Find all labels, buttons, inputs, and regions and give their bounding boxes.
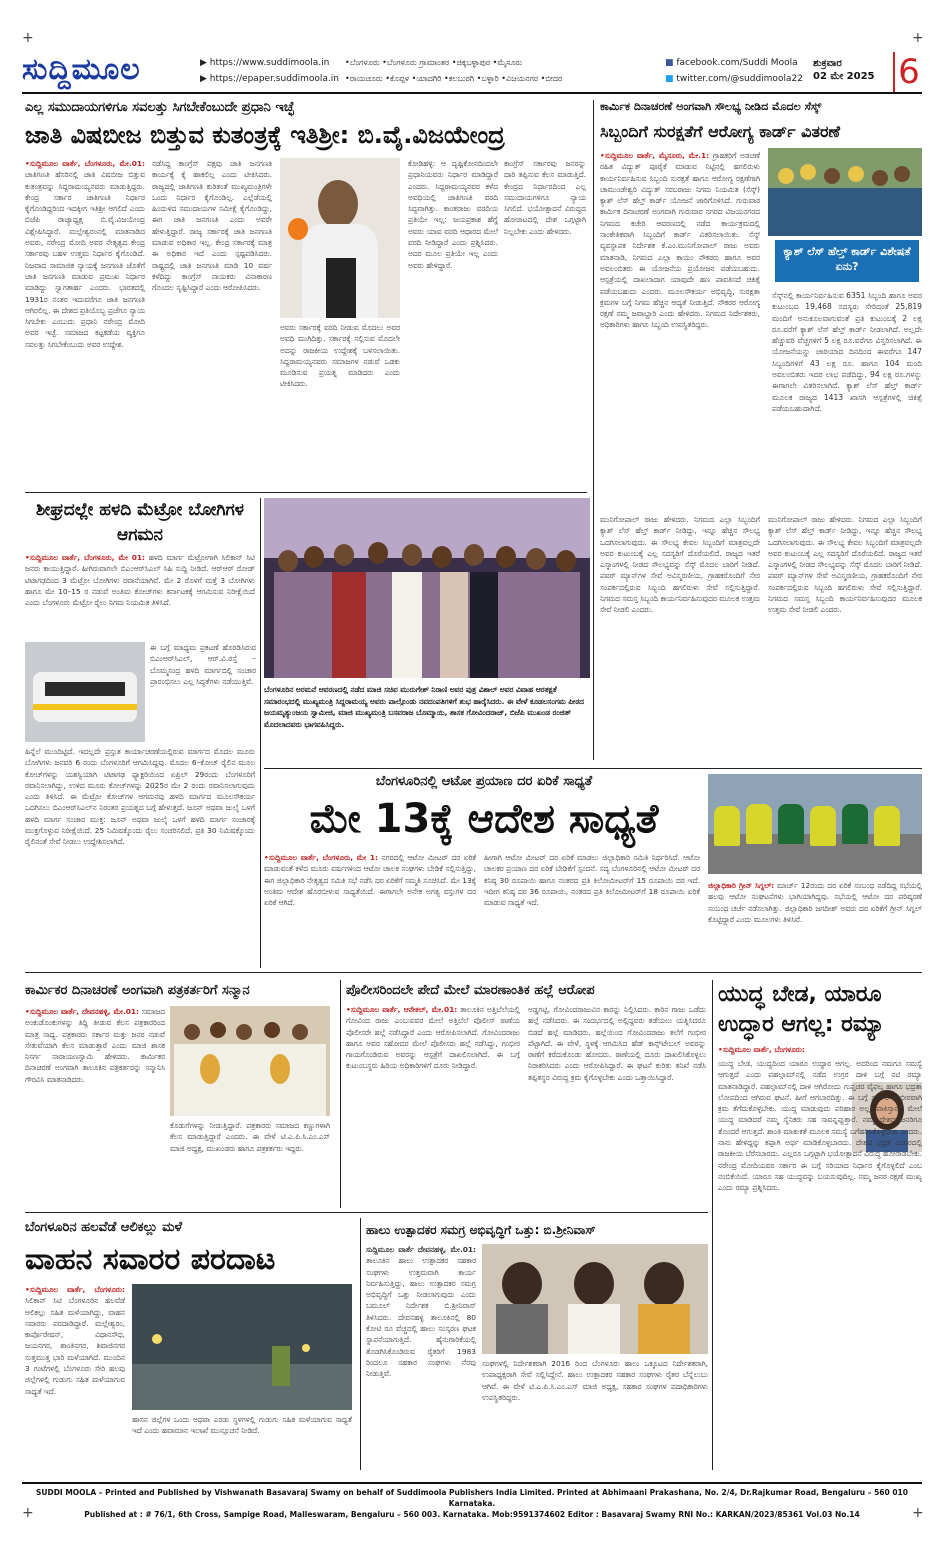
facebook-handle: facebook.com/Suddi Moola (676, 58, 798, 68)
story4-headline: ಮೇ 13ಕ್ಕೆ ಆದೇಶ ಸಾಧ್ಯತೆ (309, 796, 659, 842)
twitter-handle: twitter.com/@suddimoola22 (676, 74, 803, 84)
story2-body-col1 (600, 150, 760, 510)
vijayendra-photo (280, 158, 400, 318)
reception-caption: ಬೆಂಗಳೂರಿನ ಅರಮನೆ ಆವರಣದಲ್ಲಿ ನಡೆದ ಮಾಜಿ ಸಚಿವ ಮುರುಗೇಶ್ ನಿರಾಣಿ ಅವರ ಪುತ್ರ ವಿಶಾಲ್ ಅವರ ವಿವಾಹ ಆರತಕ್ಷತೆ ಸಮಾರಂಭದಲ್ಲಿ ಮುಖ್ಯಮಂತ್ರಿ ಸಿದ್ದರಾಮಯ್ಯ ಅವರು ಪಾಲ್ಗೊಂಡು ನವದಂಪತಿಗಳಿಗೆ ಶುಭ ಹಾರೈಸಿದರು. ಈ ವೇಳೆ ಕೂಡಲಸಂಗಮ ಪೀಠದ ಜಯಮೃತ್ಯುಂಜಯ ಸ್ವಾಮೀಜಿ, ಮಾಜಿ ಮುಖ್ಯಮಂತ್ರಿ ಬಸವರಾಜ ಬೊಮ್ಮಾಯಿ, ಶಾಸಕ ಗೋವಿಂದರಾಜ್, ಬಿಜೆಪಿ ಮುಖಂಡ ರಂಜಿತ್ ಮೊದಲಾದವರು ಭಾಗವಹಿಸಿದ್ದರು. (264, 685, 584, 729)
story2-kicker: ಕಾರ್ಮಿಕ ದಿನಾಚರಣೆ ಅಂಗವಾಗಿ ಸೌಲಭ್ಯ ನೀಡಿದ ಮೊದಲ ಸೆಸ್ಕ್ (600, 100, 822, 113)
column-divider (593, 100, 594, 760)
health-card-photo (768, 148, 922, 236)
globe-icon: ▶ (200, 58, 210, 68)
column-divider (360, 1218, 361, 1470)
registration-mark: + (912, 30, 924, 46)
imprint-footer (22, 1482, 922, 1520)
story3-body-col3: ಹಿನ್ನೆಲೆ ಮುಂದಿಟ್ಟಿದೆ. ಇದಲ್ಲದೇ ಪ್ರಸ್ತುತ ಕಾರ್ಯಾಚರಣೆಯಲ್ಲಿರುವ ಮಾರ್ಗದ ಮೊದಲ ಮೂರು ಬೋಗಿಗಳು ಜನವರಿ 6 ರಂದು ಬೆಂಗಳೂರಿಗೆ ಆಗಮಿಸಿದ್ದವು. ಮೊದಲ 6–ಕೋಚ್ ರೈಲಿನ ಮೂಲ ಕೋಚ್‌ಗಳನ್ನು ಯಶಸ್ವಿಯಾಗಿ ಟಿಟಾಗಢ ಫ್ಯಾಕ್ಟರಿಯಿಂದ ಏಪ್ರಿಲ್ 29ರಂದು ಬೆಂಗಳೂರಿಗೆ ರವಾನಿಸಲಾಗಿದ್ದು, ಉಳಿದ ಮೂರು ಕೋಚ್‌ಗಳನ್ನು 2025ರ ಮೇ 2 ರಂದು ರವಾನಿಸಲಾಗುವುದು ಎಂದು ತಿಳಿಸಿದೆ. ಈ ಮೆಟ್ರೋ ಕೋಚ್‌ಗಳ ಆಗಮನವು ಹಳದಿ ಮಾರ್ಗದ ಮೂಲಸೌಕರ್ಯ ಒದಗಿಸಲು ಬಿಎಂಆರ್‌ಸಿಎಲ್‌ನ ನಿರಂತರ ಪ್ರಯತ್ನದ ಬಗ್ಗೆ ಹೇಳುತ್ತದೆ. ಜೂನ್ ಅಥವಾ ಜುಲೈ ಒಳಗೆ ಹಳದಿ ಮಾರ್ಗ ಸಂಚಾರ ಮುಕ್ತ: ಜೂನ್ ಅಥವಾ ಜುಲೈ ಒಳಗೆ ಹಳದಿ ಮಾರ್ಗ ಸಂಚಾರಕ್ಕೆ ಮುಕ್ತಗೊಳ್ಳುವ ನಿರೀಕ್ಷೆಯಿದೆ. 25 ನಿಮಿಷಕ್ಕೊಂದು ರೈಲು ಸಂಚರಿಸಲಿದೆ. ಪ್ರತಿ 30 ನಿಮಿಷಕ್ಕೊಂದು ರೈಲಿನಂತೆ ಸೇವೆ ನೀಡಲು ಉದ್ದೇಶಿಸಲಾಗಿದೆ. (25, 747, 255, 847)
story3-body-col2: ಈ ಬಗ್ಗೆ ಮಾಧ್ಯಮ ಪ್ರಕಟಣೆ ಹೊರಡಿಸಿರುವ ಬಿಎಂಆರ್‌ಸಿಎಲ್, ಆರ್.ವಿ.ರಸ್ತೆ – ಬೊಮ್ಮಸಂದ್ರ ಹಳದಿ ಮಾರ್ಗದಲ್ಲಿ ಸಂಚಾರ ಪ್ರಾರಂಭಿಸಲು ಎಲ್ಲ ಸಿದ್ಧತೆಗಳು ನಡೆಯುತ್ತಿವೆ. (150, 643, 256, 686)
story6-body-col2: ಅಡ್ಡಗಟ್ಟಿ, ಗೋವಿಂದರಾಜುವಿನ ಕಾರನ್ನು ನಿಲ್ಲಿಸಿದರು. ಕಾರಿನ ಗಾಜು ಒಡೆದು ಹಲ್ಲೆ ನಡೆಸಿದರು. ಈ ಸಂದರ್ಭದಲ್ಲಿ ಅಲ್ಲಿದ್ದವರು ತಡೆಯಲು ಯತ್ನಿಸಿದರೂ ಬಿಡದೆ ಹಲ್ಲೆ ಮಾಡಿದರು. ಹಲ್ಲೆಯಿಂದ ಗೋವಿಂದರಾಜು ತಲೆಗೆ ಗಂಭೀರ ಪೆಟ್ಟಾಗಿದೆ. ಈ ವೇಳೆ, ಸ್ಥಳಕ್ಕೆ ಆಗಮಿಸಿದ ಹೆಡ್ ಕಾನ್ಸ್‌ಟೇಬಲ್ ಅವರನ್ನು ಠಾಣೆಗೆ ಕರೆದುಕೊಂಡು ಹೋದರು. ಠಾಣೆಯಲ್ಲಿ ದೂರು ದಾಖಲಿಸಿಕೊಳ್ಳಲು ನಿರಾಕರಿಸಿದರು ಎಂದು ಆರೋಪಿಸಿದ್ದಾರೆ. ಈ ಘಟನೆ ಕುರಿತು ತನಿಖೆ ನಡೆಸಿ ತಪ್ಪಿತಸ್ಥರ ವಿರುದ್ಧ ಕ್ರಮ ಕೈಗೊಳ್ಳಬೇಕು ಎಂದು ಒತ್ತಾಯಿಸಿದ್ದಾರೆ. (528, 1005, 706, 1082)
story2-headline: ಸಿಬ್ಬಂದಿಗೆ ಸುರಕ್ಷತೆಗೆ ಆರೋಗ್ಯ ಕಾರ್ಡ್ ವಿತರಣೆ (600, 122, 841, 141)
story8-headline: ವಾಹನ ಸವಾರರ ಪರದಾಟ (25, 1242, 276, 1277)
story1-body-col2: ನಡೆಸಿದ್ದ ಕಾಂಗ್ರೆಸ್ ಪಕ್ಷವು ಜಾತಿ ಜನಗಣತಿ ಕಾರ್ಯಕ್ಕೆ ಕೈ ಹಾಕಲಿಲ್ಲ ಎಂದು ಟೀಕಿಸಿದರು. ರಾಜ್ಯದಲ್ಲಿ ಜಾತಿಗಣತಿ ಕುರಿತಂತೆ ಮುಖ್ಯಮಂತ್ರಿಗಳೇ ಒಂದು ನಿರ್ಧಾರ ಕೈಗೊಂಡಿಲ್ಲ. ಎಲ್ಲೆಡೆಯಲ್ಲಿ ಹಿಂದುಳಿದ ಸಮುದಾಯಗಳ ಸಮೀಕ್ಷೆ ಕೈಗೊಂಡಿದ್ದು, ಈಗ ಜಾತಿ ಜನಗಣತಿ ಎಂದು ಅವರೇ ಹೇಳುತ್ತಿದ್ದಾರೆ. ರಾಜ್ಯ ಸರ್ಕಾರಕ್ಕೆ ಜಾತಿ ಜನಗಣತಿ ಮಾಡುವ ಅಧಿಕಾರ ಇಲ್ಲ. ಕೇಂದ್ರ ಸರ್ಕಾರಕ್ಕೆ ಮಾತ್ರ ಈ ಅಧಿಕಾರ ಇದೆ ಎಂದು ಸ್ಪಷ್ಟಪಡಿಸಿದರು. ರಾಷ್ಟ್ರದಲ್ಲಿ ಜಾತಿ ಜನಗಣತಿ ಮಾಡಿ 10 ವರ್ಷ ಕಳೆದಿದ್ದು ಕಾಂಗ್ರೆಸ್ ನಾಯಕರು ವಿನಾಕಾರಣ ಗೊಂದಲ ಸೃಷ್ಟಿಸಿದ್ದಾರೆ ಎಂದು ಆರೋಪಿಸಿದರು. (152, 159, 272, 293)
story8-body (25, 1284, 125, 1470)
story8-kicker: ಬೆಂಗಳೂರಿನ ಹಲವೆಡೆ ಆಲಿಕಲ್ಲು ಮಳೆ (25, 1220, 183, 1235)
divider (25, 492, 587, 493)
website-link[interactable] (200, 58, 329, 68)
page-number: 6 (893, 52, 923, 92)
metro-coach-photo (25, 642, 145, 742)
story6-headline: ಪೊಲೀಸರಿಂದಲೇ ಪೇದೆ ಮೇಲೆ ಮಾರಣಾಂತಿಕ ಹಲ್ಲೆ ಆರೋಪ (346, 983, 595, 998)
story9-byline: ಸುದ್ದಿಮೂಲ ವಾರ್ತೆ ದೇವನಹಳ್ಳಿ, ಮೇ.01: (366, 1245, 476, 1254)
caption-kicker: ಜಿಲ್ಲಾಧಿಕಾರಿ ಗ್ರೀನ್ ಸಿಗ್ನಲ್: (708, 881, 775, 890)
story4-body-col2: ಹೀಗಾಗಿ ಆಟೋ ಮೀಟರ್ ದರ ಏರಿಕೆ ಮಾಡಲು ಜಿಲ್ಲಾಧಿಕಾರಿ ಸಮಿತಿ ನಿರ್ಧರಿಸಿದೆ. ಆಟೋ ಚಾಲಕರ ಪ್ರಯಾಣ ದರ ಏರಿಕೆ ಬೇಡಿಕೆಗೆ ಸ್ಪಂದನೆ. ಸದ್ಯ ಬೆಂಗಳೂರಿನಲ್ಲಿ ಆಟೋ ಮೀಟರ್ ದರ ಕನಿಷ್ಠ 30 ರೂಪಾಯಿ ಹಾಗೂ ನಂತರದ ಪ್ರತಿ ಕಿಲೋಮೀಟರ್‌ಗೆ 15 ರೂಪಾಯಿ ದರ ಇದೆ. ಇದೀಗ ಕನಿಷ್ಠ ದರ 36 ರೂಪಾಯಿ, ನಂತರದ ಪ್ರತಿ ಕಿಲೋಮೀಟರ್‌ಗೆ 18 ರೂಪಾಯಿ ಏರಿಕೆ ಮಾಡುವ ಸಾಧ್ಯತೆ ಇದೆ. (484, 853, 700, 908)
story2-text: ಗ್ರಾಹಕರಿಗೆ ಅಡಚಣೆ ರಹಿತ ವಿದ್ಯುತ್ ಪೂರೈಕೆ ಮಾಡುವ ನಿಟ್ಟಿನಲ್ಲಿ ಹಗಲಿರುಳು ಕಾರ್ಯನಿರ್ವಹಿಸುವ ಸಿಬ್ಬಂದಿ ಸುರಕ್ಷತೆ ಹಾಗೂ ಆರೋಗ್ಯ ರಕ್ಷಣೆಗಾಗಿ ಚಾಮುಂಡೇಶ್ವರಿ ವಿದ್ಯುತ್ ಸರಬರಾಜು ನಿಗಮ ನಿಯಮಿತ (ಸೆಸ್ಕ್) ಕ್ಯಾಶ್ ಲೆಸ್ ಹೆಲ್ತ್ ಕಾರ್ಡ್ ಯೋಜನೆ ಜಾರಿಗೊಳಿಸಿದೆ. ಗುರುವಾರ ಕಾರ್ಮಿಕ ದಿನಾಚರಣೆ ಅಂಗವಾಗಿ ಗುರುವಾರ ನಗರದ ವಿಜಯನಗರದ ನಿಗಮದ ಕಚೇರಿ ಆವರಣದಲ್ಲಿ ನಡೆದ ಕಾರ್ಯಕ್ರಮದಲ್ಲಿ ಸಾಂಕೇತಿಕವಾಗಿ ಸಿಬ್ಬಂದಿಗೆ ಕಾರ್ಡ್ ವಿತರಿಸಲಾಯಿತು. (600, 151, 760, 240)
story1-headline: ಜಾತಿ ವಿಷಬೀಜ ಬಿತ್ತುವ ಕುತಂತ್ರಕ್ಕೆ ಇತಿಶ್ರೀ: ಬಿ.ವೈ.ವಿಜಯೇಂದ್ರ (25, 121, 505, 149)
story9-text: ತಾಲೂಕಿನ ಹಾಲು ಉತ್ಪಾದಕರ ಸಹಕಾರ ಸಂಘಗಳು ಉತ್ತಮವಾಗಿ ಕಾರ್ಯ ನಿರ್ವಹಿಸುತ್ತಿದ್ದು, ಹಾಲು ಉತ್ಪಾದಕರ ಸಮಗ್ರ ಅಭಿವೃದ್ಧಿಗೆ ಒತ್ತು ನೀಡಲಾಗುವುದು ಎಂದು ಬಮೂಲ್ ನಿರ್ದೇಶಕ ಬಿ.ಶ್ರೀನಿವಾಸ್ ತಿಳಿಸಿದರು. ದೇವನಹಳ್ಳಿ ತಾಲೂಕಿನಲ್ಲಿ 80 ಕೋಟಿ ರೂ ವೆಚ್ಚದಲ್ಲಿ ಹಾಲು ಸಂಸ್ಕರಣ ಘಟಕ ಸ್ಥಾಪನೆಯಾಗುತ್ತಿದೆ. ಹೈನುಗಾರಿಕೆಯಲ್ಲಿ ತೊಡಗಿಸಿಕೊಂಡಿರುವ ರೈತರಿಗೆ 1983 ರಿಂದಲೂ ಸಹಕಾರ ಸಂಘಗಳು ನೆರವು ನೀಡುತ್ತಿವೆ. (366, 1256, 476, 1379)
story7-byline: •ಸುದ್ದಿಮೂಲ ವಾರ್ತೆ, ಬೆಂಗಳೂರು: (718, 1045, 805, 1054)
reception-photo (264, 498, 590, 678)
registration-mark: + (912, 1505, 924, 1521)
facebook-icon: ■ (665, 58, 677, 68)
column-divider (340, 980, 341, 1208)
issue-date: 02 ಮೇ 2025 (813, 71, 875, 82)
story8-byline: •ಸುದ್ದಿಮೂಲ ವಾರ್ತೆ, ಬೆಂಗಳೂರು: (25, 1285, 125, 1294)
story9-body-col2: ಸಂಘಗಳಲ್ಲಿ ನಿರ್ದೇಶಕರಾಗಿ 2016 ರಿಂದ ಬೆಂಗಳೂರು ಹಾಲು ಒಕ್ಕೂಟದ ನಿರ್ದೇಶಕರಾಗಿ, ಉಪಾಧ್ಯಕ್ಷರಾಗಿ ಸೇವೆ ಸಲ್ಲಿಸಿದ್ದೇನೆ. ಹಾಲು ಉತ್ಪಾದಕರ ಸಹಕಾರ ಸಂಘಗಳು ರೈತರ ಬೆನ್ನೆಲುಬು ಆಗಿವೆ. ಈ ವೇಳೆ ಟಿ.ಎ.ಪಿ.ಸಿ.ಎಂ.ಎಸ್ ಮಾಜಿ ಅಧ್ಯಕ್ಷ, ಸಹಕಾರ ಸಂಘಗಳ ಪದಾಧಿಕಾರಿಗಳು ಉಪಸ್ಥಿತರಿದ್ದರು. (482, 1359, 708, 1402)
divider (25, 972, 922, 973)
twitter-link[interactable] (665, 74, 803, 84)
story6-text: ತಾಲೂಕಿನ ಅತ್ತಿಬೆಲೆಯಲ್ಲಿ ಗೋವಿಂದ ರಾಜು ಎಂಬುವವರ ಮೇಲೆ ಅತ್ತಿಬೆಲೆ ಪೊಲೀಸ್ ಠಾಣೆಯ ಪೊಲೀಸರೇ ಹಲ್ಲೆ ನಡೆಸಿದ್ದಾರೆ ಎಂದು ಆರೋಪಿಸಲಾಗಿದೆ. ಗೋವಿಂದರಾಜು ಹಾಗೂ ಅವರ ಸಹೋದರ ಮೇಲೆ ಪೊಲೀಸರು ಹಲ್ಲೆ ನಡೆಸಿದ್ದು, ಗಂಭೀರ ಗಾಯಗೊಂಡಿರುವ ಅವರನ್ನು ಆಸ್ಪತ್ರೆಗೆ ದಾಖಲಿಸಲಾಗಿದೆ. ಈ ಬಗ್ಗೆ ಕುಟುಂಬಸ್ಥರು ಹಿರಿಯ ಅಧಿಕಾರಿಗಳಿಗೆ ದೂರು ನೀಡಿದ್ದಾರೆ. (346, 1005, 520, 1071)
story7-headline: ಯುದ್ಧ ಬೇಡ, ಯಾರೂ ಉದ್ಧಾರ ಆಗಲ್ಲ: ರಮ್ಯಾ (718, 982, 885, 1037)
epaper-url: https://epaper.suddimoola.in (209, 74, 339, 84)
story1-text: ಜಾತಿಗಣತಿ ಹೆಸರಿನಲ್ಲಿ ಜಾತಿ ವಿಷಬೀಜ ಬಿತ್ತುವ ಕುತಂತ್ರವನ್ನು ಸಿದ್ದರಾಮಯ್ಯನವರು ಮಾಡುತ್ತಿದ್ದರು. ಕೇಂದ್ರ ಸರ್ಕಾರ ಜಾತಿಗಣತಿ ನಿರ್ಧಾರ ಕೈಗೊಂಡಿದ್ದರಿಂದ ಇದಕ್ಕೀಗ ಇತಿಶ್ರೀ ಆಗಲಿದೆ ಎಂದು ಬಿಜೆಪಿ ರಾಜ್ಯಾಧ್ಯಕ್ಷ ಬಿ.ವೈ.ವಿಜಯೇಂದ್ರ ವಿಶ್ಲೇಷಿಸಿದ್ದಾರೆ. ಮಲ್ಲೇಶ್ವರಂನಲ್ಲಿ ಮಾತನಾಡಿದ ಅವರು, ನರೇಂದ್ರ ಮೋದಿ ಅವರ ನೇತೃತ್ವದ ಕೇಂದ್ರ ಸರ್ಕಾರವು ಬಹಳ ಉತ್ತಮ ನಿರ್ಧಾರ ಕೈಗೊಂಡಿದೆ. ನಿಜವಾದ ಸಾಮಾಜಿಕ ನ್ಯಾಯಕ್ಕೆ ಜನಗಣತಿ ಜೊತೆಗೆ ಜಾತಿ ಜನಗಣತಿ ಮಾಡುವ ಪ್ರಮುಖ ನಿರ್ಧಾರ ಮಾಡಿದ್ದು ಸ್ವಾಗತಾರ್ಹ ಎಂದರು. ಭಾರತದಲ್ಲಿ 1931ರ ನಂತರ ಇದುವರೆಗೂ ಜಾತಿ ಜನಗಣತಿ ಆಗಿರಲಿಲ್ಲ. ಈ ದೇಶದ ಪ್ರತಿಯೊಬ್ಬ ಪ್ರಜೆಗೂ ನ್ಯಾಯ ಸಿಗಬೇಕು ಎಂಬುದು ಪ್ರಧಾನಿ ನರೇಂದ್ರ ಮೋದಿ ಅವರ ಇಚ್ಛೆ. ಸಮಾಜದ ಕಟ್ಟಕಡೆಯ ವ್ಯಕ್ತಿಗೂ ಸವಲತ್ತು ಸಿಗಬೇಕೆಂಬುದು ಅವರ ಉದ್ದೇಶ. (25, 170, 145, 349)
story1-body-col4: ಅವರು ಸರ್ಕಾರಕ್ಕೆ ವರದಿ ನೀಡುವ ಮೊದಲು ಅವರ ಅವಧಿ ಮುಗಿದಿತ್ತು. ಸರ್ಕಾರಕ್ಕೆ ಸಲ್ಲಿಸುವ ಮೊದಲೇ ಅದನ್ನು ರಾಜಕೀಯ ಉದ್ದೇಶಕ್ಕೆ ಬಳಸಲಾಯಿತು. ಸಿದ್ದರಾಮಯ್ಯನವರು ಸಮಾಜಗಳ ನಡುವೆ ಒಡಕು ಮೂಡಿಸುವ ಪ್ರಯತ್ನ ಮಾಡಿದರು ಎಂದು ಟೀಕಿಸಿದರು. (280, 323, 400, 389)
edition-cities-row2: •ರಾಯಚೂರು •ಕೊಪ್ಪಳ •ಯಾದಗಿರಿ •ಕಲಬುರಗಿ •ಬಳ್ಳಾರಿ •ವಿಜಯನಗರ •ಬೀದರ (345, 74, 563, 83)
story4-body-col1 (264, 852, 476, 968)
newspaper-logo: ಸುದ್ದಿಮೂಲ (22, 52, 141, 87)
story2-byline: •ಸುದ್ದಿಮೂಲ ವಾರ್ತೆ, ಮೈಸೂರು, ಮೇ.1: (600, 151, 710, 160)
story4-kicker: ಬೆಂಗಳೂರಿನಲ್ಲಿ ಆಟೋ ಪ್ರಯಾಣ ದರ ಏರಿಕೆ ಸಾಧ್ಯತೆ (375, 774, 593, 789)
column-divider (260, 498, 261, 968)
story1-body-col3: ಕೋಡಿಹಳ್ಳಿ: ಆ ದೃಷ್ಟಿಕೋನದಿಂದಲೇ ಪ್ರಧಾನಿಯವರು ನಿರ್ಧಾರ ಮಾಡಿದ್ದಾರೆ ಎಂದರು. ಸಿದ್ದರಾಮಯ್ಯನವರ ಕಳೆದ ಅವಧಿಯಲ್ಲಿ ಜಾತಿಗಣತಿ ವರದಿ ಸಿದ್ಧವಾಗಿತ್ತು. ಕಾಂತರಾಜು ವರದಿಯ ಪ್ರತಿಯೇ ಇಲ್ಲ: ಜಯಪ್ರಕಾಶ ಹೆಗ್ಡೆ ಅವರು ಯಾವ ವರದಿ ಆಧಾರದ ಮೇಲೆ ವರದಿ ನೀಡಿದ್ದಾರೆ ಎಂದು ಪ್ರಶ್ನಿಸಿದರು. ಅದರ ಮೂಲ ಪ್ರತಿಯೇ ಇಲ್ಲ ಎಂದು ಅವರು ಹೇಳಿದ್ದಾರೆ. (408, 159, 498, 270)
caption-text: ಮಾರ್ಚ್ 12ರಂದು ದರ ಏರಿಕೆ ಸಂಬಂಧ ನಡೆದಿದ್ದ ಸಭೆಯಲ್ಲಿ ಹಲವು ಆಟೋ ಸಂಘಟನೆಗಳು ಭಾಗಿಯಾಗಿದ್ದವು. ಸಭೆಯಲ್ಲಿ ಆಟೋ ದರ ಪರಿಷ್ಕರಣೆ ಸಂಬಂಧ ಚರ್ಚೆ ನಡೆಸಲಾಗಿತ್ತು. ಜಿಲ್ಲಾಧಿಕಾರಿ ಜಗದೀಶ್ ಅವರು ದರ ಏರಿಕೆಗೆ ಗ್ರೀನ್ ಸಿಗ್ನಲ್ ಕೊಟ್ಟಿದ್ದಾರೆ ಎಂದು ಮೂಲಗಳು ತಿಳಿಸಿವೆ. (708, 881, 922, 924)
divider (264, 768, 922, 769)
story2-text2: ಸೆಸ್ಕ್ ವ್ಯವಸ್ಥಾಪಕ ನಿರ್ದೇಶಕ ಕೆ.ಎಂ.ಮುನಿಗೋಪಾಲ್ ರಾಜು ಅವರು ಮಾತನಾಡಿ, ನಿಗಮದ ಎಲ್ಲಾ ಕಾಯಂ ನೌಕರರು ಹಾಗೂ ಅವರ ಅವಲಂಬಿತರು ಈ ಯೋಜನೆಯ ಪ್ರಯೋಜನ ಪಡೆಯಬಹುದು. ಆಸ್ಪತ್ರೆಯಲ್ಲಿ ದಾಖಲಾದಾಗ ಯಾವುದೇ ಹಣ ಪಾವತಿಸದೆ ಚಿಕಿತ್ಸೆ ಪಡೆಯಬಹುದು ಎಂದರು. ಮೂಲಸೌಕರ್ಯ ಅಭಿವೃದ್ಧಿ, ಸುರಕ್ಷತಾ ಕ್ರಮಗಳ ಬಗ್ಗೆ ನಿಗಮ ಹೆಚ್ಚಿನ ಆದ್ಯತೆ ನೀಡುತ್ತಿದೆ. ನೌಕರರ ಆರೋಗ್ಯ ರಕ್ಷಣೆ ನಮ್ಮ ಜವಾಬ್ದಾರಿ ಎಂದು ಹೇಳಿದರು. ನಿಗಮದ ನಿರ್ದೇಶಕರು, ಅಧಿಕಾರಿಗಳು ಹಾಗೂ ಸಿಬ್ಬಂದಿ ಉಪಸ್ಥಿತರಿದ್ದರು. (600, 230, 760, 330)
milk-union-photo (482, 1244, 708, 1354)
story1-kicker: ಎಲ್ಲ ಸಮುದಾಯಗಳಿಗೂ ಸವಲತ್ತು ಸಿಗಬೇಕೆಂಬುದೇ ಪ್ರಧಾನಿ ಇಚ್ಛೆ (25, 100, 295, 115)
twitter-icon: ■ (665, 74, 677, 84)
story2-body-col3: ಮುನಿಗೋಪಾಲ್ ರಾಜು ಹೇಳಿದರು. ನಿಗಮದ ಎಲ್ಲಾ ಸಿಬ್ಬಂದಿಗೆ ಕ್ಯಾಶ್ ಲೆಸ್ ಹೆಲ್ತ್ ಕಾರ್ಡ್ ನೀಡಿದ್ದು, ಇನ್ನೂ ಹೆಚ್ಚಿನ ಸೌಲಭ್ಯ ಒದಗಿಸಲಾಗುವುದು. ಈ ಸೌಲಭ್ಯ ಕೇವಲ ಸಿಬ್ಬಂದಿಗೆ ಮಾತ್ರವಲ್ಲದೇ ಅವರ ಕುಟುಂಬಕ್ಕೆ ಎಲ್ಲ ಸದಸ್ಯರಿಗೆ ದೊರೆಯಲಿದೆ. ರಾಜ್ಯದ ಇತರೆ ಎಸ್ಕಾಂಗಳಲ್ಲಿ ನೀಡದ ಸೌಲಭ್ಯವನ್ನು ಸೆಸ್ಕ್ ಮೊದಲ ಬಾರಿಗೆ ನೀಡಿದೆ. ಪವರ್ ಮ್ಯಾನ್‌ಗಳ ಸೇವೆ ಅವಿಸ್ಮರಣೀಯ, ಗ್ರಾಹಕರೊಂದಿಗೆ ನೇರ ಸಂಪರ್ಕದಲ್ಲಿರುವ ಸಿಬ್ಬಂದಿ ಹಗಲಿರುಳು ಸೇವೆ ಸಲ್ಲಿಸುತ್ತಿದ್ದಾರೆ. ನಿಗಮದ ಸಮಸ್ತ ಸಿಬ್ಬಂದಿ ಕಾರ್ಯನಿರ್ವಹಿಸುವುದರ ಮೂಲಕ ಉತ್ತಮ ಸೇವೆ ನೀಡಲಿ ಎಂದರು. (600, 515, 760, 615)
sidebox-text: ಸೆಸ್ಕ್‌ನಲ್ಲಿ ಕಾರ್ಯನಿರ್ವಹಿಸುವ 6351 ಸಿಬ್ಬಂದಿ ಹಾಗೂ ಅವರ ಕುಟುಂಬದ 19,468 ಸದಸ್ಯರು ಸೇರಿದಂತೆ 25,819 ಮಂದಿಗೆ ಅನುಕೂಲವಾಗುವಂತೆ ಪ್ರತಿ ಕುಟುಂಬಕ್ಕೆ 2 ಲಕ್ಷ ರೂ.ವರೆಗೆ ಕ್ಯಾಶ್ ಲೆಸ್ ಹೆಲ್ತ್ ಕಾರ್ಡ್ ನೀಡಲಾಗಿದೆ. ಅಲ್ಲದೇ ಹೆಚ್ಚುವರಿ ವೆಚ್ಚಗಳಿಗೆ 5 ಲಕ್ಷ ರೂ.ವರೆಗೂ ವಿಸ್ತರಿಸಲಾಗಿದೆ. ಈ ಯೋಜನೆಯನ್ನು ಜಾರಿಯಾದ ದಿನದಿಂದ ಈವರೆಗೂ 147 ಸಿಬ್ಬಂದಿಗಳಿಗೆ 43 ಲಕ್ಷ ರೂ. ಹಾಗೂ 104 ಮಂದಿ ಅವಲಂಬಿತರು ಇದರ ಲಾಭ ಪಡೆದಿದ್ದು, 94 ಲಕ್ಷ ರೂ.ಗಳನ್ನು ಈಗಾಗಲೇ ವಿತರಿಸಲಾಗಿದೆ. ಕ್ಯಾಶ್ ಲೆಸ್ ಹೆಲ್ತ್ ಕಾರ್ಡ್ ಮೂಲಕ ರಾಜ್ಯದ 1413 ಖಾಸಗಿ ಆಸ್ಪತ್ರೆಗಳಲ್ಲಿ ಚಿಕಿತ್ಸೆ ಪಡೆಯಬಹುದಾಗಿದೆ. (772, 291, 922, 413)
story9-headline: ಹಾಲು ಉತ್ಪಾದಕರ ಸಮಗ್ರ ಅಭಿವೃದ್ಧಿಗೆ ಒತ್ತು: ಬಿ.ಶ್ರೀನಿವಾಸ್ (366, 1223, 596, 1237)
story5-text: ಸಮಾಜದ ಅಂಕುಡೊಂಕುಗಳನ್ನು ತಿದ್ದಿ ತೀಡುವ ಕೆಲಸ ಪತ್ರಕಾರರಿಂದ ಮಾತ್ರ ಸಾಧ್ಯ. ಪತ್ರಕಾರರು ಸರ್ಕಾರ ಮತ್ತು ಜನರ ನಡುವೆ ಸೇತುವೆಯಾಗಿ ಕೆಲಸ ಮಾಡುತ್ತಾರೆ ಎಂದು ಮಾಜಿ ಶಾಸಕ ನಿಸರ್ಗ ನಾರಾಯಣಸ್ವಾಮಿ ಹೇಳಿದರು. ಕಾರ್ಮಿಕರ ದಿನಾಚರಣೆ ಅಂಗವಾಗಿ ತಾಲೂಕಿನ ಪತ್ರಕರ್ತರನ್ನು ಸನ್ಮಾನಿಸಿ ಗೌರವಿಸಿ ಮಾತನಾಡಿದರು. (25, 1007, 165, 1084)
story6-body-col1 (346, 1004, 520, 1206)
imprint-line1: SUDDI MOOLA – Printed and Published by Vishwanath Basavaraj Swamy on behalf of Suddimoola Publishers India Limited. Printed at Abhimaani Prakashana, No. 2/4, Dr.Rajkumar Road, Bengaluru – 560 010 Karnataka. (35, 1488, 908, 1508)
website-url: https://www.suddimoola.in (209, 58, 330, 68)
facebook-link[interactable] (665, 58, 798, 68)
issue-date-block (813, 57, 875, 83)
story5-caption: ಕೊಡುಗೆಗಳನ್ನು ನೀಡುತ್ತಿದ್ದಾರೆ. ಪತ್ರಕಾರರು ಸಮಾಜದ ಕಣ್ಣುಗಳಾಗಿ ಕೆಲಸ ಮಾಡುತ್ತಿದ್ದಾರೆ ಎಂದರು. ಈ ವೇಳೆ ಟಿ.ಎ.ಪಿ.ಸಿ.ಎಂ.ಎಸ್ ಮಾಜಿ ಅಧ್ಯಕ್ಷ, ಮುಖಂಡರು ಹಾಗೂ ಪತ್ರಕರ್ತರು ಇದ್ದರು. (170, 1121, 330, 1153)
divider (25, 1212, 708, 1213)
story1-byline: •ಸುದ್ದಿಮೂಲ ವಾರ್ತೆ, ಬೆಂಗಳೂರು, ಮೇ.01: (25, 159, 145, 168)
story3-headline: ಶೀಘ್ರದಲ್ಲೇ ಹಳದಿ ಮೆಟ್ರೋ ಬೋಗಿಗಳ ಆಗಮನ (36, 500, 244, 545)
rain-photo (132, 1284, 352, 1410)
story3-body-col1 (25, 552, 255, 640)
column-divider (712, 980, 713, 1470)
story7-body: ಯುದ್ಧ ಬೇಡ, ಯುದ್ಧದಿಂದ ಯಾರೂ ಉದ್ಧಾರ ಆಗಲ್ಲ. ಅದರಿಂದ ನಮಗೂ ಸಮಸ್ಯೆ ಆಗುತ್ತದೆ ಎಂದು ಪಹಲ್ಗಾಮ್‌ನಲ್ಲಿ ನಡೆದ ಉಗ್ರರ ದಾಳಿ ಬಗ್ಗೆ ನಟಿ ರಮ್ಯಾ ಮಾತನಾಡಿದ್ದಾರೆ. ಪಹಲ್ಗಾಮ್‌ನಲ್ಲಿ ದಾಳಿ ಆಗಿರೋದು ಗುಪ್ತಚರ ವೈಫಲ್ಯ ಹಾಗೂ ಭದ್ರತಾ ಲೋಪದಿಂದ ಆಗಿರುವ ಘಟನೆ. ಹೀಗೆ ಆಗಬಾರದಿತ್ತು. ಈ ಬಗ್ಗೆ ಸರ್ಕಾರ ಗಂಭೀರವಾಗಿ ಕ್ರಮ ತೆಗೆದುಕೊಳ್ಳಬೇಕು. ಯುದ್ಧ ಮಾಡುವುದು ಪರಿಹಾರ ಅಲ್ಲ. ಪಾಕಿಸ್ತಾನದ ಮೇಲೆ ಯುದ್ಧ ಮಾಡಿದರೆ ನಮ್ಮ ಸೈನಿಕರು ಸಹ ಸಾವನ್ನಪ್ಪುತ್ತಾರೆ. ನಮ್ಮ ದೇಶದ ಜನರಿಗೂ ತೊಂದರೆ ಆಗುತ್ತದೆ. ಶಾಂತಿ ಮಾತುಕತೆ ಮೂಲಕ ಸಮಸ್ಯೆ ಬಗೆಹರಿಸಿಕೊಳ್ಳಬೇಕು ಎಂದರು. ನಾನು ಹೇಳಿದ್ದನ್ನು ತಪ್ಪಾಗಿ ಅರ್ಥ ಮಾಡಿಕೊಳ್ಳಬಾರದು. ದೇಶದ ಭದ್ರತೆ ವಿಚಾರದಲ್ಲಿ ರಾಜಕೀಯ ಬೆರೆಸಬಾರದು. ಎಲ್ಲರೂ ಒಗ್ಗಟ್ಟಾಗಿ ಭಯೋತ್ಪಾದನೆ ವಿರುದ್ಧ ಹೋರಾಡಬೇಕು. ನರೇಂದ್ರ ಮೋದಿಯವರ ಸರ್ಕಾರ ಈ ಬಗ್ಗೆ ಸರಿಯಾದ ನಿರ್ಧಾರ ಕೈಗೊಳ್ಳಲಿದೆ ಎಂಬ ನಂಬಿಕೆಯಿದೆ. ಯಾರೂ ಸಹ ಯುದ್ಧವನ್ನು ಬಯಸುವುದಿಲ್ಲ. ನಮ್ಮ ಜನರ ರಕ್ಷಣೆ ಮುಖ್ಯ ಎಂದು ರಮ್ಯಾ ಪ್ರಶ್ನಿಸಿದರು. (718, 1059, 922, 1193)
globe-icon: ▶ (200, 74, 210, 84)
sidebox-title: ಕ್ಯಾಶ್ ಲೆಸ್ ಹೆಲ್ತ್ ಕಾರ್ಡ್ ವಿಶೇಷತೆ ಏನು? (775, 240, 919, 282)
edition-cities-row1: •ಬೆಂಗಳೂರು •ಬೆಂಗಳೂರು ಗ್ರಾಮಾಂತರ •ಚಿಕ್ಕಬಳ್ಳಾಪುರ •ಮೈಸೂರು (345, 58, 523, 67)
story3-byline: •ಸುದ್ದಿಮೂಲ ವಾರ್ತೆ, ಬೆಂಗಳೂರು, ಮೇ 01: (25, 553, 145, 562)
story5-body (25, 1006, 165, 1206)
story3-text: ಹಳದಿ ಮಾರ್ಗ ಮೆಟ್ರೋಗಾಗಿ ಸಿಲಿಕಾನ್ ಸಿಟಿ ಜನರು ಕಾಯುತ್ತಿದ್ದಾರೆ. ಹೀಗಿರುವಾಗಲೇ ಬಿಎಂಆರ್‌ಸಿಎಲ್ ಸಿಹಿ ಸುದ್ದಿ ನೀಡಿದೆ. ಆರ್‌ಆರ್ ರೋಡ್ ಟಿಟಾಗಢದಿಂದ 3 ಮೆಟ್ರೋ ಬೋಗಿಗಳು ರವಾನೆಯಾಗಿವೆ. ಮೇ 2 ರೊಳಗೆ ಮತ್ತೆ 3 ಬೋಗಿಗಳು ಹಾಗೂ ಮೇ 10–15 ರ ನಡುವೆ ಅಂತಿಮ ಕೋಚ್‌ಗಳು ಕರ್ನಾಟಕಕ್ಕೆ ಆಗಮಿಸುವ ನಿರೀಕ್ಷೆಯಿದೆ ಎಂದು ಬೆಂಗಳೂರು ಮೆಟ್ರೋ ರೈಲು ನಿಗಮ ನಿಯಮಿತ ತಿಳಿಸಿದೆ. (25, 553, 255, 608)
auto-rickshaws-photo (708, 774, 922, 874)
epaper-link[interactable] (200, 74, 339, 84)
story1-body-col5: ಕಾಂಗ್ರೆಸ್ ಸರ್ಕಾರವು ಜನರನ್ನು ದಾರಿ ತಪ್ಪಿಸುವ ಕೆಲಸ ಮಾಡುತ್ತಿದೆ. ಕೇಂದ್ರದ ನಿರ್ಧಾರದಿಂದ ಎಲ್ಲ ಸಮುದಾಯಗಳಿಗೂ ನ್ಯಾಯ ಸಿಗಲಿದೆ. ಭಯೋತ್ಪಾದನೆ ವಿರುದ್ಧದ ಹೋರಾಟದಲ್ಲಿ ದೇಶ ಒಗ್ಗಟ್ಟಾಗಿ ನಿಲ್ಲಬೇಕು ಎಂದು ಹೇಳಿದರು. (504, 159, 586, 236)
story6-byline: •ಸುದ್ದಿಮೂಲ ವಾರ್ತೆ, ಆನೇಕಲ್, ಮೇ.01: (346, 1005, 458, 1014)
issue-day: ಶುಕ್ರವಾರ (813, 58, 842, 69)
story2-body-col4: ಮುನಿಗೋಪಾಲ್ ರಾಜು ಹೇಳಿದರು. ನಿಗಮದ ಎಲ್ಲಾ ಸಿಬ್ಬಂದಿಗೆ ಕ್ಯಾಶ್ ಲೆಸ್ ಹೆಲ್ತ್ ಕಾರ್ಡ್ ನೀಡಿದ್ದು, ಇನ್ನೂ ಹೆಚ್ಚಿನ ಸೌಲಭ್ಯ ಒದಗಿಸಲಾಗುವುದು. ಈ ಸೌಲಭ್ಯ ಕೇವಲ ಸಿಬ್ಬಂದಿಗೆ ಮಾತ್ರವಲ್ಲದೇ ಅವರ ಕುಟುಂಬಕ್ಕೆ ಎಲ್ಲ ಸದಸ್ಯರಿಗೆ ದೊರೆಯಲಿದೆ. ರಾಜ್ಯದ ಇತರೆ ಎಸ್ಕಾಂಗಳಲ್ಲಿ ನೀಡದ ಸೌಲಭ್ಯವನ್ನು ಸೆಸ್ಕ್ ಮೊದಲ ಬಾರಿಗೆ ನೀಡಿದೆ. ಪವರ್ ಮ್ಯಾನ್‌ಗಳ ಸೇವೆ ಅವಿಸ್ಮರಣೀಯ, ಗ್ರಾಹಕರೊಂದಿಗೆ ನೇರ ಸಂಪರ್ಕದಲ್ಲಿರುವ ಸಿಬ್ಬಂದಿ ಹಗಲಿರುಳು ಸೇವೆ ಸಲ್ಲಿಸುತ್ತಿದ್ದಾರೆ. ನಿಗಮದ ಸಮಸ್ತ ಸಿಬ್ಬಂದಿ ಕಾರ್ಯನಿರ್ವಹಿಸುವುದರ ಮೂಲಕ ಉತ್ತಮ ಸೇವೆ ನೀಡಲಿ ಎಂದರು. (768, 515, 922, 615)
story4-byline: •ಸುದ್ದಿಮೂಲ ವಾರ್ತೆ, ಬೆಂಗಳೂರು, ಮೇ 1: (264, 853, 378, 862)
auto-photo-caption (708, 880, 922, 968)
felicitation-photo (170, 1006, 330, 1116)
story8-caption: ಹಾಸನ ಜಿಲ್ಲೆಗಳ ಒಂದು ಅಥವಾ ಎರಡು ಸ್ಥಳಗಳಲ್ಲಿ ಗುಡುಗು ಸಹಿತ ಮಳೆಯಾಗುವ ಸಾಧ್ಯತೆ ಇದೆ ಎಂದು ಹವಾಮಾನ ಇಲಾಖೆ ಮುನ್ಸೂಚನೆ ನೀಡಿದೆ. (132, 1415, 352, 1436)
registration-mark: + (22, 30, 34, 46)
story5-byline: •ಸುದ್ದಿಮೂಲ ವಾರ್ತೆ, ದೇವನಹಳ್ಳಿ, ಮೇ.01: (25, 1007, 139, 1016)
story4-text: ನಗರದಲ್ಲಿ ಆಟೋ ಮೀಟರ್ ದರ ಏರಿಕೆ ಮಾಡುವಂತೆ ಕಳೆದ ಮೂರು ವರ್ಷಗಳಿಂದ ಆಟೋ ಚಾಲಕ ಸಂಘಗಳು ಬೇಡಿಕೆ ಸಲ್ಲಿಸುತ್ತಿದ್ದು, ಈಗ ಜಿಲ್ಲಾಧಿಕಾರಿ ನೇತೃತ್ವದ ಸಮಿತಿ ಸಭೆ ನಡೆಸಿ ದರ ಏರಿಕೆಗೆ ಸಮ್ಮತಿ ಸೂಚಿಸಿದೆ. ಮೇ 13ಕ್ಕೆ ಅಂತಿಮ ಆದೇಶ ಹೊರಬೀಳುವ ಸಾಧ್ಯತೆಯಿದೆ. ಈಗಾಗಲೇ ಅನೇಕ ಅಗತ್ಯ ವಸ್ತುಗಳ ದರ ಏರಿಕೆ ಆಗಿದೆ. (264, 853, 476, 908)
masthead-rule (22, 92, 922, 94)
story1-body-col1 (25, 158, 145, 488)
story5-headline: ಕಾರ್ಮಿಕರ ದಿನಾಚರಣೆ ಅಂಗವಾಗಿ ಪತ್ರಕರ್ತರಿಗೆ ಸನ್ಮಾನ (25, 983, 250, 998)
story9-body-col1 (366, 1244, 476, 1470)
imprint-line2: Published at : # 76/1, 6th Cross, Sampige Road, Malleswaram, Bengaluru – 560 003. Karnataka. Mob:9591374602 Editor : Basavaraj Swamy RNI No.: KARKAN/2023/85361 Vol.03 No.14 (84, 1510, 860, 1519)
registration-mark: + (22, 1505, 34, 1521)
story8-text: ಸಿಲಿಕಾನ್ ಸಿಟಿ ಬೆಂಗಳೂರಿನ ಹಲವೆಡೆ ಆಲಿಕಲ್ಲು ಸಹಿತ ಮಳೆಯಾಗಿದ್ದು, ವಾಹನ ಸವಾರರು ಪರದಾಡಿದ್ದಾರೆ. ಮಲ್ಲೇಶ್ವರಂ, ಕಾರ್ಪೊರೇಷನ್, ವಿಧಾನಸೌಧ, ಜಯನಗರ, ಶಾಂತಿನಗರ, ಶಿವಾಜಿನಗರ ಸುತ್ತಮುತ್ತ ಭಾರಿ ಮಳೆಯಾಗಿದೆ. ಮುಂದಿನ 3 ಗಂಟೆಗಳಲ್ಲಿ ಬೆಂಗಳೂರು ಸೇರಿ ಹಲವು ಜಿಲ್ಲೆಗಳಲ್ಲಿ ಗುಡುಗು ಸಹಿತ ಮಳೆಯಾಗುವ ಸಾಧ್ಯತೆ ಇದೆ. (25, 1296, 125, 1396)
